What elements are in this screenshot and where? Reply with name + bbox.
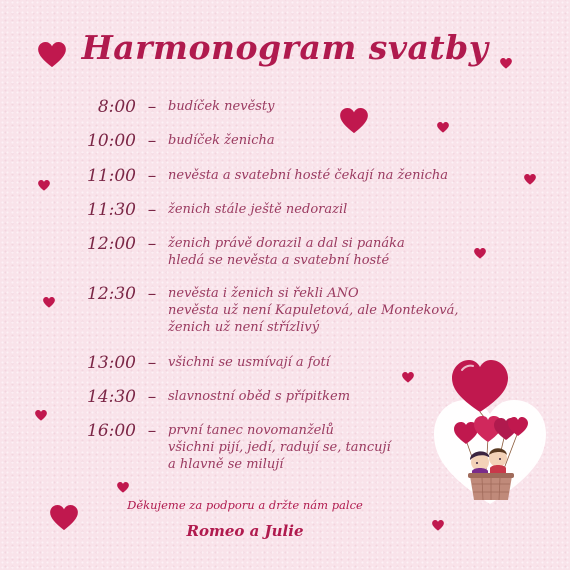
schedule-dash: – [147,97,157,117]
schedule-time: 13:00 [87,353,136,373]
schedule-dash: – [147,284,157,304]
schedule-time: 12:00 [87,234,136,254]
schedule-row [78,130,498,165]
schedule-dash: – [147,353,157,373]
couple-names: Romeo a Julie [186,522,304,540]
schedule-event: hledá se nevěsta a svatební hosté [168,253,390,268]
schedule-row [78,165,498,199]
heart-icon [117,482,129,493]
schedule-time: 12:30 [87,284,136,304]
schedule-row [78,199,498,233]
schedule-event: ženich už není střízlivý [168,320,320,335]
schedule-row [78,96,498,130]
schedule-time: 11:00 [87,166,136,186]
heart-icon [524,174,536,185]
schedule-dash: – [147,131,157,151]
schedule-event: ženich právě dorazil a dal si panáka [168,236,405,251]
heart-icon [35,410,47,421]
schedule-dash: – [147,234,157,254]
schedule-dash: – [147,200,157,220]
schedule-dash: – [147,387,157,407]
schedule-event: nevěsta už není Kapuletová, ale Monteková, [168,303,459,318]
page-title: Harmonogram svatby [81,28,489,67]
schedule-event: první tanec novomanželů [168,423,334,438]
schedule-event: nevěsta a svatební hosté čekají na ženicha [168,168,449,183]
heart-icon [38,180,50,191]
schedule-event: budíček nevěsty [168,99,275,114]
schedule-event: budíček ženicha [168,133,275,148]
schedule-event: a hlavně se milují [168,457,284,472]
schedule-time: 10:00 [87,131,136,151]
schedule-row [78,283,498,352]
thanks-message: Děkujeme za podporu a držte nám palce [127,498,363,512]
heart-icon [43,297,55,308]
schedule-row [78,233,498,283]
schedule-event: všichni pijí, jedí, radují se, tancují [168,440,391,455]
heart-balloon-couple-illustration [432,354,548,524]
schedule-event: nevěsta i ženich si řekli ANO [168,286,359,301]
schedule-event: ženich stále ještě nedorazil [168,202,348,217]
schedule-time: 11:30 [87,200,136,220]
schedule-event: všichni se usmívají a fotí [168,355,330,370]
schedule-event: slavnostní oběd s přípitkem [168,389,351,404]
schedule-time: 16:00 [87,421,136,441]
schedule-dash: – [147,166,157,186]
schedule-dash: – [147,421,157,441]
schedule-time: 14:30 [87,387,136,407]
schedule-time: 8:00 [97,97,136,117]
